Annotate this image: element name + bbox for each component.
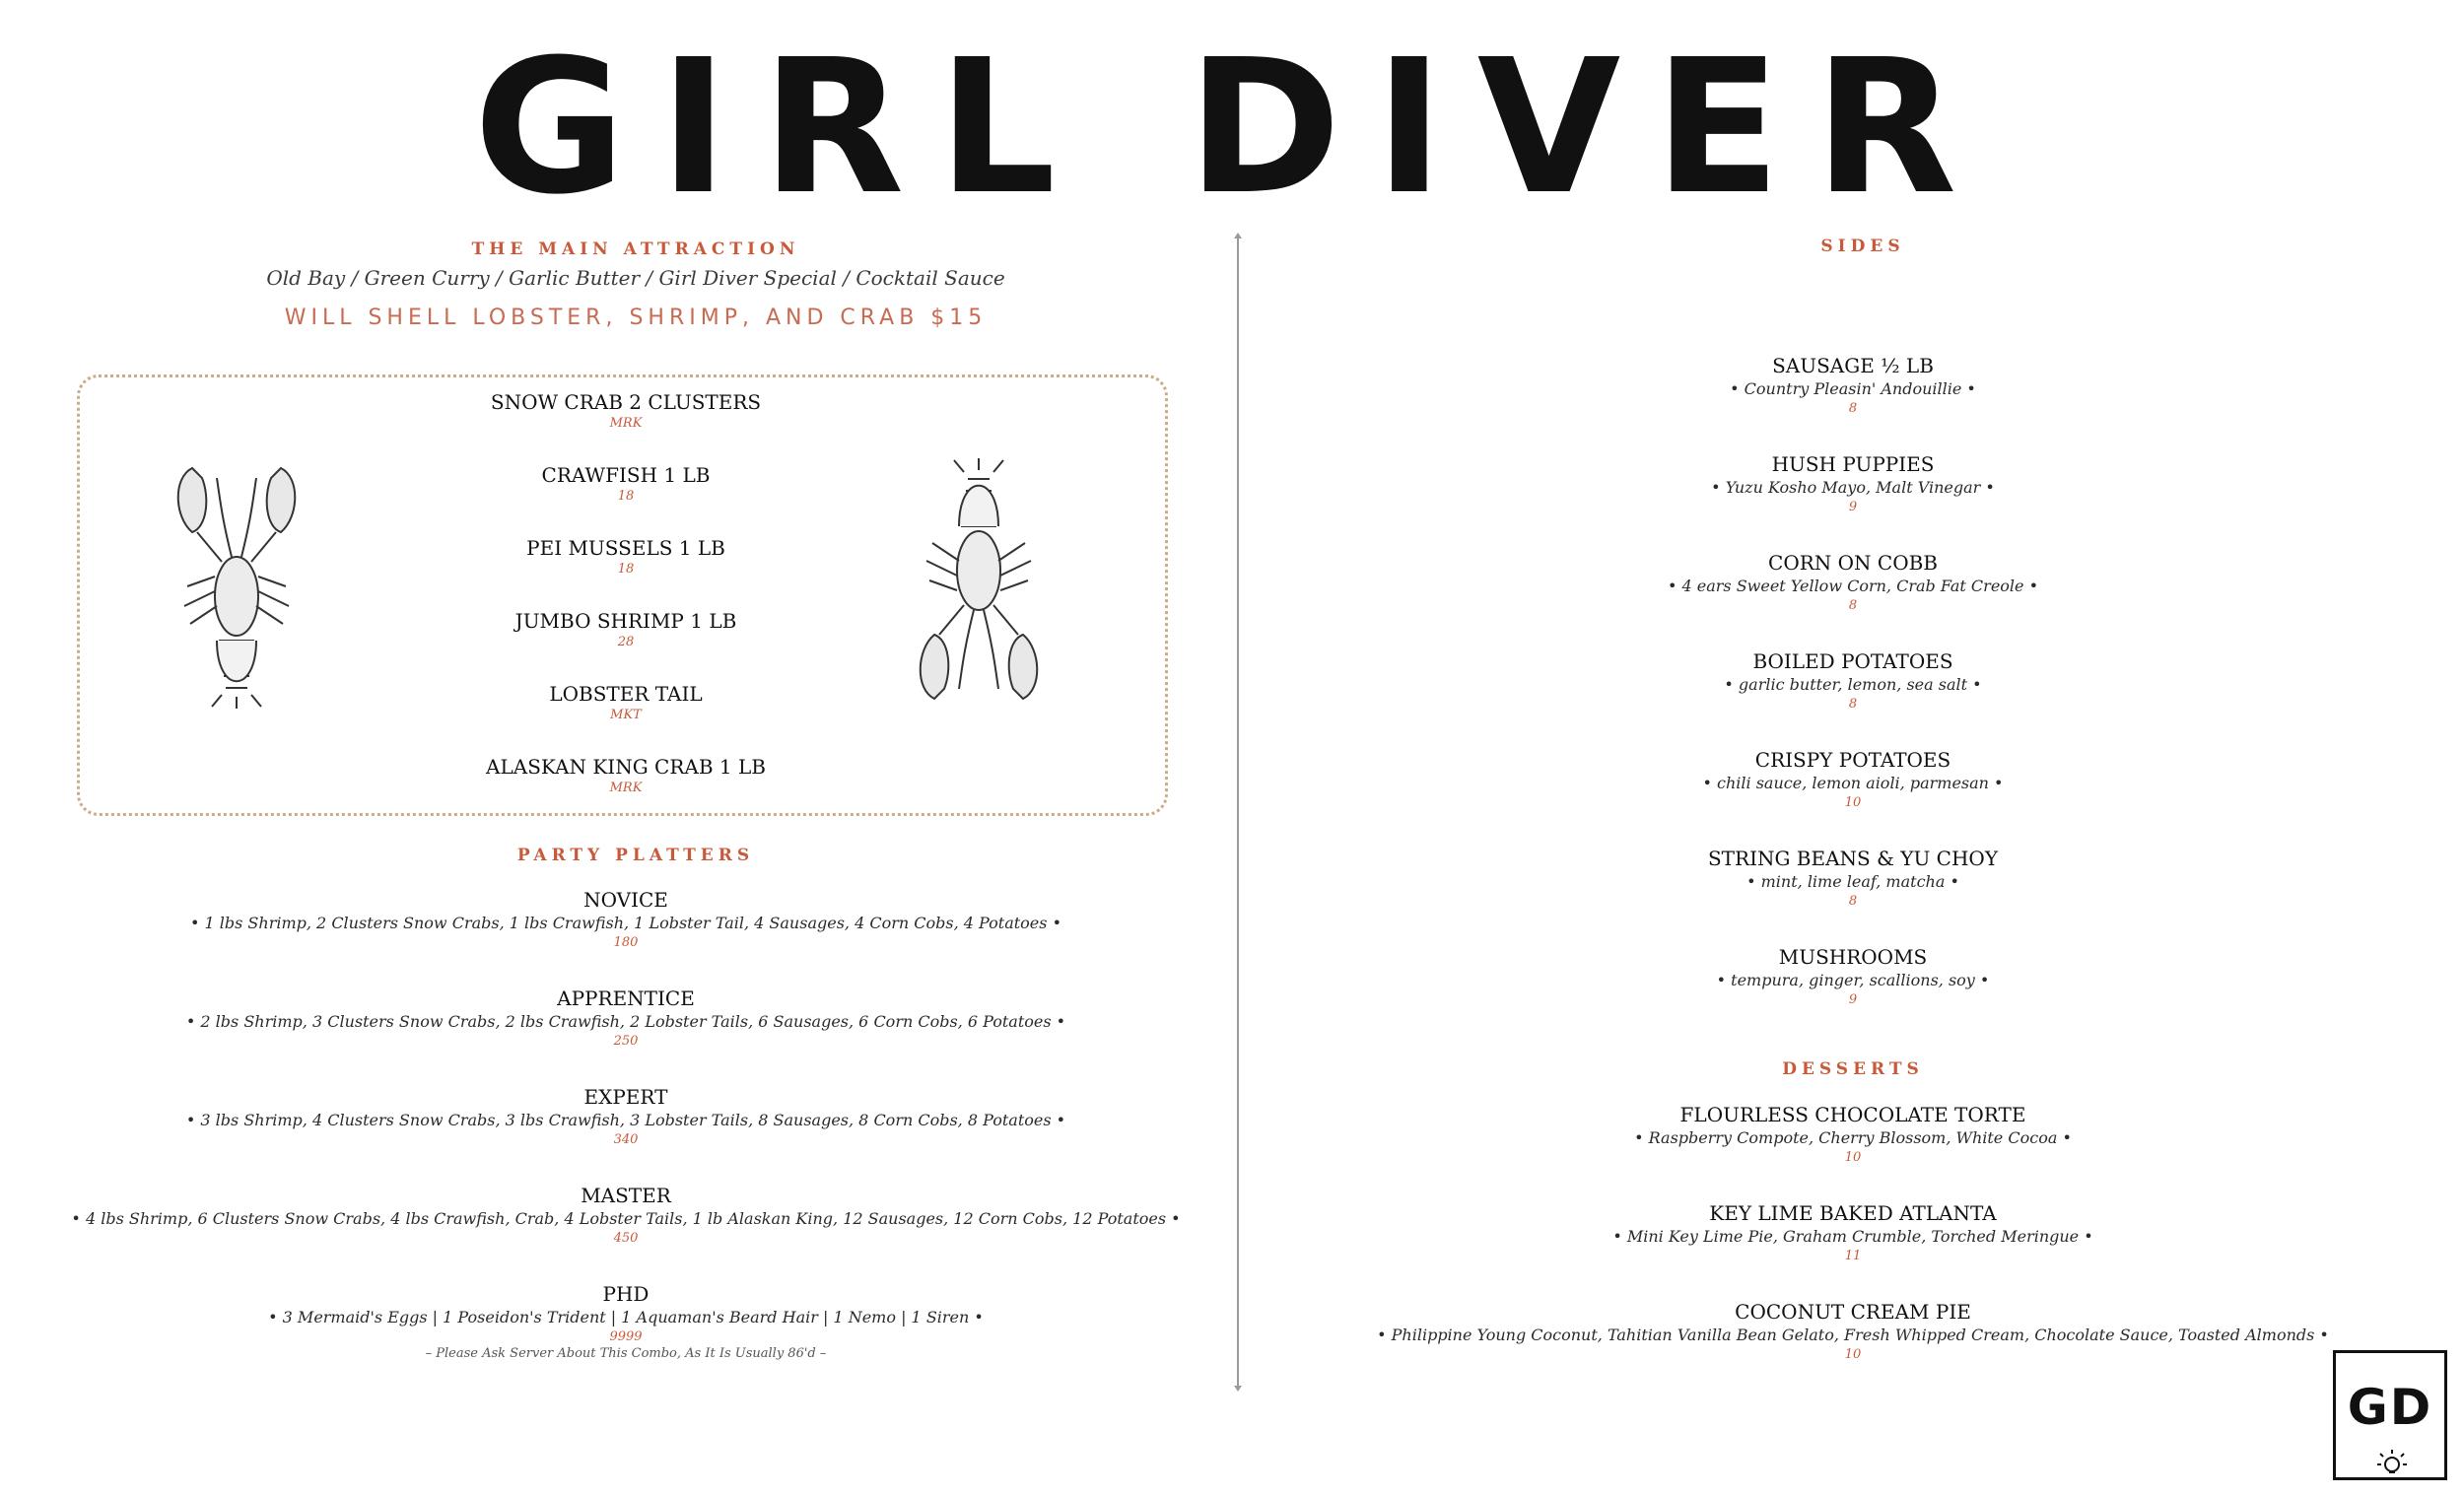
item-price: 28 xyxy=(617,635,635,649)
item-price: 8 xyxy=(1848,598,1858,613)
item-description: • garlic butter, lemon, sea salt • xyxy=(1724,675,1982,694)
menu-item xyxy=(296,462,956,535)
desserts-label: DESSERTS xyxy=(1782,1059,1924,1079)
item-price: 18 xyxy=(617,562,635,577)
item-name: HUSH PUPPIES xyxy=(1771,452,1935,476)
item-name: NOVICE xyxy=(583,888,668,912)
column-divider xyxy=(1237,237,1239,1388)
sides-label: SIDES xyxy=(1820,237,1905,256)
platter-item xyxy=(39,986,1212,1084)
item-name: STRING BEANS & YU CHOY xyxy=(1707,847,1999,870)
item-price: MRK xyxy=(609,416,643,431)
item-price: 10 xyxy=(1844,1347,1862,1362)
dessert-item xyxy=(1281,1200,2425,1299)
item-name: CRISPY POTATOES xyxy=(1754,748,1951,772)
item-name: CORN ON COBB xyxy=(1768,551,1938,575)
item-description: • tempura, ginger, scallions, soy • xyxy=(1716,971,1990,989)
dessert-item xyxy=(1281,1299,2425,1364)
main-attraction-label: THE MAIN ATTRACTION xyxy=(471,239,800,259)
platter-item xyxy=(39,887,1212,986)
item-name: SNOW CRAB 2 CLUSTERS xyxy=(490,390,762,414)
shell-note: WILL SHELL LOBSTER, SHRIMP, AND CRAB $15 xyxy=(284,306,988,330)
item-price: MKT xyxy=(610,708,642,722)
item-name: APPRENTICE xyxy=(557,986,695,1010)
party-platters-list xyxy=(39,887,1212,1361)
item-name: JUMBO SHRIMP 1 LB xyxy=(514,609,737,633)
item-price: 450 xyxy=(613,1231,639,1246)
item-name: FLOURLESS CHOCOLATE TORTE xyxy=(1679,1103,2026,1126)
menu-item xyxy=(296,608,956,681)
item-name: MUSHROOMS xyxy=(1778,945,1928,969)
item-price: 8 xyxy=(1848,697,1858,712)
side-item xyxy=(1281,944,2425,1009)
item-description: • 4 ears Sweet Yellow Corn, Crab Fat Creole • xyxy=(1667,577,2039,595)
item-description: • Raspberry Compote, Cherry Blossom, White Cocoa • xyxy=(1634,1128,2072,1147)
desserts-list xyxy=(1281,1102,2425,1364)
item-price: 11 xyxy=(1844,1249,1862,1263)
item-name: ALASKAN KING CRAB 1 LB xyxy=(486,755,766,779)
item-price: 9999 xyxy=(609,1329,643,1344)
restaurant-logo: GIRL DIVER xyxy=(473,20,1991,236)
item-price: 8 xyxy=(1848,401,1858,416)
badge-text: GD xyxy=(2347,1379,2433,1436)
dessert-item xyxy=(1281,1102,2425,1200)
item-name: MASTER xyxy=(581,1184,671,1207)
gd-badge xyxy=(2333,1350,2447,1480)
item-description: • Mini Key Lime Pie, Graham Crumble, Torched Meringue • xyxy=(1612,1227,2093,1246)
lightbulb-icon xyxy=(2375,1448,2409,1477)
platter-footnote: – Please Ask Server About This Combo, As It Is Usually 86'd – xyxy=(425,1346,827,1361)
item-description: • Philippine Young Coconut, Tahitian Vanilla Bean Gelato, Fresh Whipped Cream, Chocolate Sauce, Toasted Almonds • xyxy=(1377,1326,2329,1344)
item-description: • 3 lbs Shrimp, 4 Clusters Snow Crabs, 3 lbs Crawfish, 3 Lobster Tails, 8 Sausages, 8 Corn Cobs, 8 Potatoes • xyxy=(185,1111,1066,1129)
item-price: 8 xyxy=(1848,894,1858,909)
item-price: 9 xyxy=(1848,992,1858,1007)
side-item xyxy=(1281,846,2425,944)
item-price: 180 xyxy=(613,935,639,950)
item-description: • Country Pleasin' Andouillie • xyxy=(1730,379,1976,398)
platter-item xyxy=(39,1281,1212,1361)
lobster-illustration-left xyxy=(163,458,310,710)
side-item xyxy=(1281,648,2425,747)
item-description: • 3 Mermaid's Eggs | 1 Poseidon's Trident | 1 Aquaman's Beard Hair | 1 Nemo | 1 Siren • xyxy=(268,1308,984,1326)
item-name: PEI MUSSELS 1 LB xyxy=(526,536,725,560)
menu-item xyxy=(296,535,956,608)
platter-item xyxy=(39,1084,1212,1183)
item-price: 340 xyxy=(613,1132,639,1147)
menu-item xyxy=(296,754,956,827)
menu-item xyxy=(296,681,956,754)
item-description: • 1 lbs Shrimp, 2 Clusters Snow Crabs, 1 lbs Crawfish, 1 Lobster Tail, 4 Sausages, 4 Corn Cobs, 4 Potatoes • xyxy=(189,914,1061,932)
item-price: 10 xyxy=(1844,1150,1862,1165)
item-price: 10 xyxy=(1844,795,1862,810)
item-name: LOBSTER TAIL xyxy=(549,682,703,706)
item-name: SAUSAGE ½ LB xyxy=(1772,354,1934,377)
item-price: MRK xyxy=(609,781,643,795)
item-name: COCONUT CREAM PIE xyxy=(1735,1300,1971,1324)
item-name: BOILED POTATOES xyxy=(1752,649,1953,673)
item-name: PHD xyxy=(602,1282,650,1306)
item-description: • mint, lime leaf, matcha • xyxy=(1746,872,1959,891)
platter-item xyxy=(39,1183,1212,1281)
side-item xyxy=(1281,747,2425,846)
item-description: • 4 lbs Shrimp, 6 Clusters Snow Crabs, 4 lbs Crawfish, Crab, 4 Lobster Tails, 1 lb Alaskan King, 12 Sausages, 12 Corn Cobs, 12 Potatoes • xyxy=(71,1209,1181,1228)
item-price: 250 xyxy=(613,1034,639,1049)
side-item xyxy=(1281,353,2425,451)
item-description: • chili sauce, lemon aioli, parmesan • xyxy=(1702,774,2004,792)
item-name: KEY LIME BAKED ATLANTA xyxy=(1709,1201,1997,1225)
side-item xyxy=(1281,550,2425,648)
item-name: EXPERT xyxy=(583,1085,668,1109)
item-name: CRAWFISH 1 LB xyxy=(541,463,711,487)
sides-list xyxy=(1281,353,2425,1009)
menu-item xyxy=(296,389,956,462)
sauce-list: Old Bay / Green Curry / Garlic Butter / Girl Diver Special / Cocktail Sauce xyxy=(266,266,1005,290)
item-description: • Yuzu Kosho Mayo, Malt Vinegar • xyxy=(1711,478,1995,497)
item-price: 18 xyxy=(617,489,635,504)
party-platters-label: PARTY PLATTERS xyxy=(516,846,755,865)
main-attraction-list xyxy=(296,389,956,827)
item-price: 9 xyxy=(1848,500,1858,514)
side-item xyxy=(1281,451,2425,550)
item-description: • 2 lbs Shrimp, 3 Clusters Snow Crabs, 2 lbs Crawfish, 2 Lobster Tails, 6 Sausages, 6 Corn Cobs, 6 Potatoes • xyxy=(185,1012,1066,1031)
